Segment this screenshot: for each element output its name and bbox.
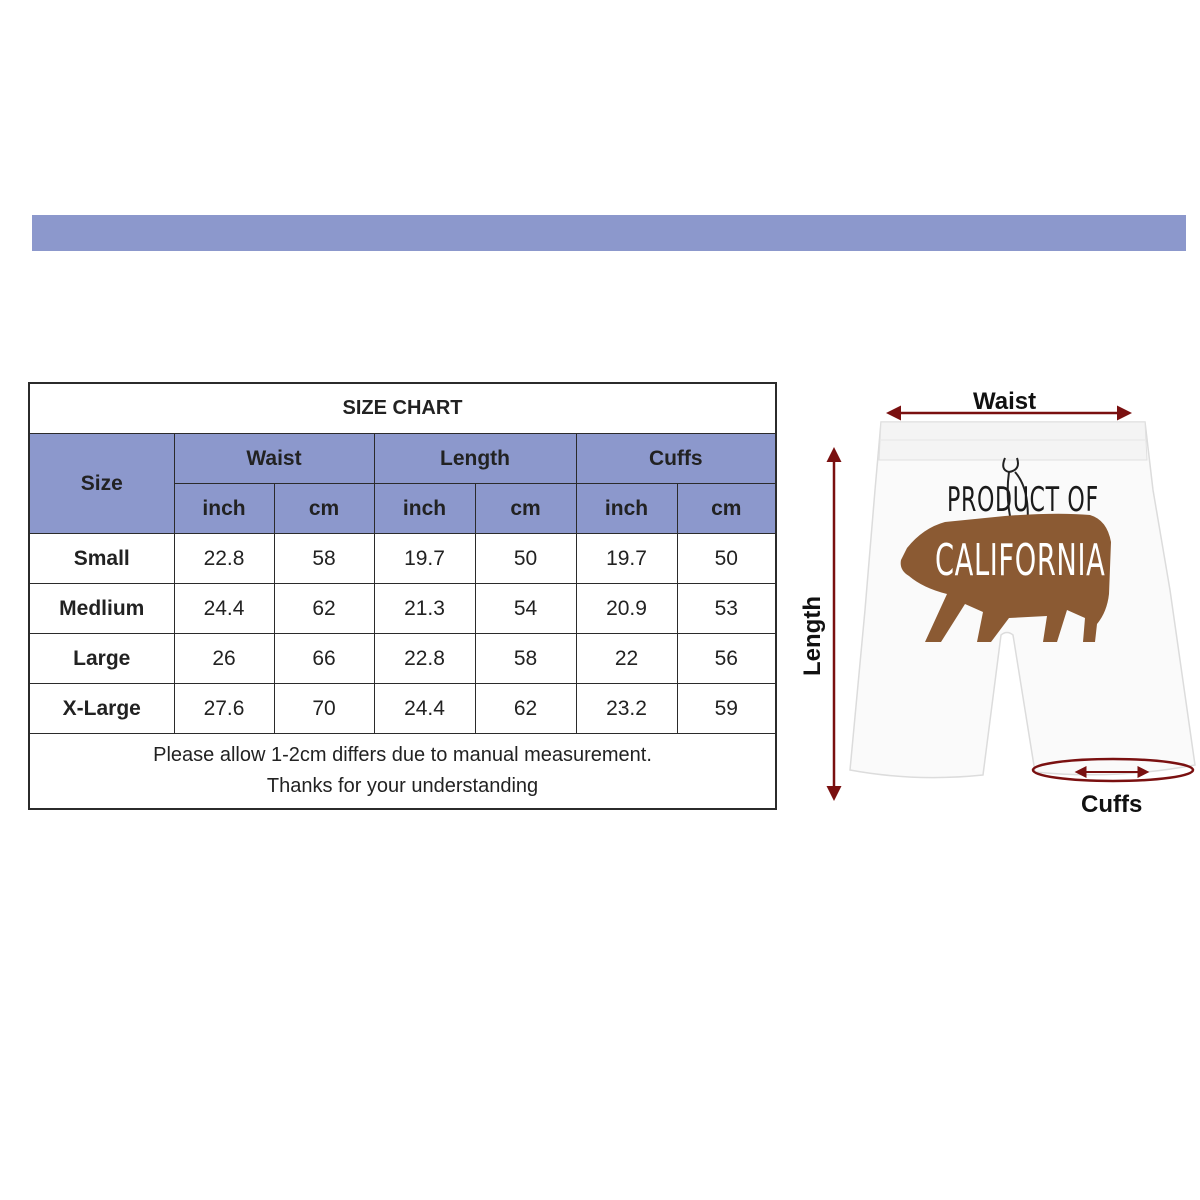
unit-header: inch bbox=[374, 484, 475, 534]
note-line: Thanks for your understanding bbox=[266, 775, 539, 797]
table-row bbox=[29, 534, 776, 584]
table-cell: 27.6 bbox=[174, 684, 274, 734]
table-cell: 24.4 bbox=[174, 584, 274, 634]
table-cell: 22.8 bbox=[374, 634, 475, 684]
table-cell: 53 bbox=[677, 584, 776, 634]
table-cell: 19.7 bbox=[374, 534, 475, 584]
shorts-diagram bbox=[795, 380, 1200, 820]
size-label: Medlium bbox=[29, 584, 174, 634]
table-cell: 22.8 bbox=[174, 534, 274, 584]
size-column-header: Size bbox=[29, 434, 174, 534]
length-label: Length bbox=[799, 596, 826, 676]
table-cell: 21.3 bbox=[374, 584, 475, 634]
unit-header: cm bbox=[677, 484, 776, 534]
table-row bbox=[29, 634, 776, 684]
cuffs-label: Cuffs bbox=[1081, 791, 1143, 818]
note-line: Please allow 1-2cm differs due to manual measurement. bbox=[153, 744, 652, 766]
waistband bbox=[879, 422, 1147, 460]
table-row bbox=[29, 584, 776, 634]
length-group-header: Length bbox=[374, 434, 576, 484]
table-cell: 59 bbox=[677, 684, 776, 734]
size-label: Small bbox=[29, 534, 174, 584]
size-label: X-Large bbox=[29, 684, 174, 734]
unit-header: inch bbox=[576, 484, 677, 534]
print-text-top: PRODUCT OF bbox=[947, 480, 1099, 520]
table-cell: 62 bbox=[475, 684, 576, 734]
print-text-bottom: CALIFORNIA bbox=[935, 535, 1106, 586]
table-cell: 58 bbox=[475, 634, 576, 684]
table-cell: 26 bbox=[174, 634, 274, 684]
table-cell: 56 bbox=[677, 634, 776, 684]
table-cell: 19.7 bbox=[576, 534, 677, 584]
waist-group-header: Waist bbox=[174, 434, 374, 484]
table-cell: 66 bbox=[274, 634, 374, 684]
table-cell: 50 bbox=[475, 534, 576, 584]
size-chart-title: SIZE CHART bbox=[29, 383, 776, 434]
size-label: Large bbox=[29, 634, 174, 684]
table-row bbox=[29, 684, 776, 734]
table-cell: 70 bbox=[274, 684, 374, 734]
measurement-note bbox=[29, 734, 776, 810]
table-cell: 23.2 bbox=[576, 684, 677, 734]
table-cell: 62 bbox=[274, 584, 374, 634]
unit-header: cm bbox=[274, 484, 374, 534]
table-cell: 54 bbox=[475, 584, 576, 634]
shorts-illustration bbox=[795, 380, 1200, 820]
size-chart-table bbox=[28, 382, 777, 810]
table-cell: 24.4 bbox=[374, 684, 475, 734]
table-cell: 58 bbox=[274, 534, 374, 584]
table-cell: 20.9 bbox=[576, 584, 677, 634]
unit-header: cm bbox=[475, 484, 576, 534]
unit-header: inch bbox=[174, 484, 274, 534]
table-cell: 50 bbox=[677, 534, 776, 584]
table-cell: 22 bbox=[576, 634, 677, 684]
waist-label: Waist bbox=[973, 388, 1037, 415]
header-band bbox=[32, 215, 1186, 251]
cuffs-group-header: Cuffs bbox=[576, 434, 776, 484]
